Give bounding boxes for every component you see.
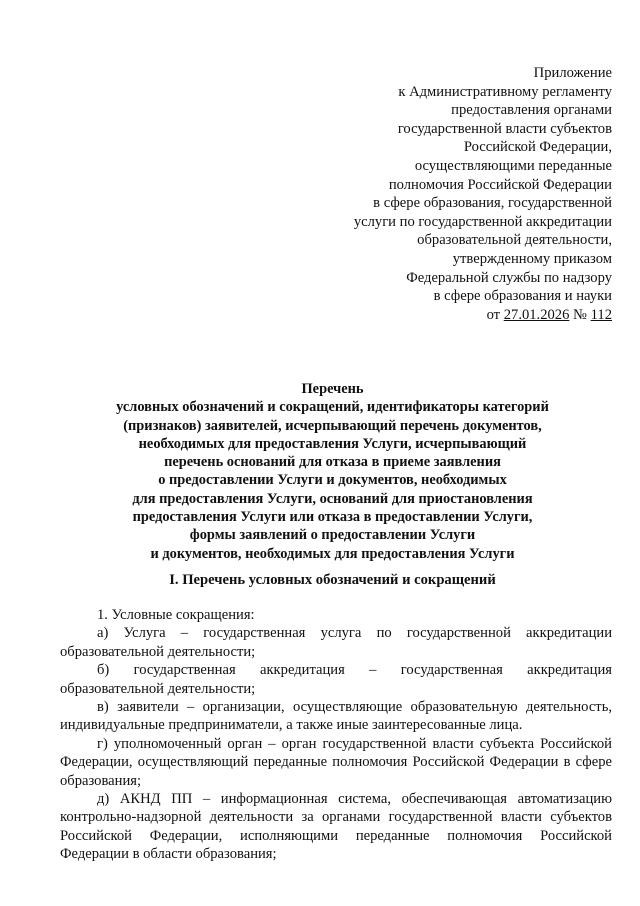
order-number-label: № xyxy=(573,306,587,323)
annex-line: государственной власти субъектов xyxy=(397,120,612,137)
abbreviation-item: г) уполномоченный орган – орган государственной власти субъекта Российской Федерации, осуществляющий переданные полномочия Российской Федерации в сфере образования; xyxy=(60,735,612,789)
order-reference xyxy=(292,306,612,325)
section-body xyxy=(60,606,612,864)
annex-line: утвержденному приказом xyxy=(452,250,612,267)
annex-line: в сфере образования и науки xyxy=(433,288,612,305)
annex-line: в сфере образования, государственной xyxy=(373,195,612,212)
annex-line: услуги по государственной аккредитации xyxy=(353,213,612,230)
abbreviation-item: в) заявители – организации, осуществляющие образовательную деятельность, индивидуальные предприниматели, а также иные заинтересованные лица. xyxy=(60,699,612,734)
annex-line: образовательной деятельности, xyxy=(417,232,612,249)
order-date: 27.01.2026 xyxy=(503,306,570,323)
title-line: о предоставлении Услуги и документов, необходимых xyxy=(158,472,507,489)
annex-line: Федеральной службы по надзору xyxy=(406,269,612,286)
annex-line: к Административному регламенту xyxy=(398,83,612,100)
abbreviations-intro: 1. Условные сокращения: xyxy=(97,607,255,623)
title-line: необходимых для предоставления Услуги, исчерпывающий xyxy=(138,435,527,452)
title-line: (признаков) заявителей, исчерпывающий перечень документов, xyxy=(123,417,542,434)
annex-line: Российской Федерации, xyxy=(463,139,612,156)
abbreviation-item: д) АКНД ПП – информационная система, обеспечивающая автоматизацию контрольно-надзорной деятельности за органами государственной власти субъектов Российской Федерации, исполняющими переданные полномочия Российской Федерации в области образования; xyxy=(60,791,612,863)
annex-line: осуществляющими переданные xyxy=(414,157,612,174)
annex-line: полномочия Российской Федерации xyxy=(388,176,612,193)
title-line: перечень оснований для отказа в приеме заявления xyxy=(164,454,501,471)
title-line: и документов, необходимых для предоставления Услуги xyxy=(150,545,515,562)
abbreviation-item: а) Услуга – государственная услуга по государственной аккредитации образовательной деятельности; xyxy=(60,625,612,660)
order-from-label: от xyxy=(486,306,501,323)
abbreviation-item: б) государственная аккредитация – государственная аккредитация образовательной деятельности; xyxy=(60,662,612,697)
annex-line: предоставления органами xyxy=(451,102,612,119)
annex-header xyxy=(292,64,612,324)
title-line: для предоставления Услуги, оснований для приостановления xyxy=(132,490,533,507)
document-title xyxy=(60,380,605,563)
title-line: формы заявлений о предоставлении Услуги xyxy=(189,527,476,544)
title-line: Перечень xyxy=(301,381,364,397)
annex-line: Приложение xyxy=(533,65,612,81)
title-line: предоставления Услуги или отказа в предоставлении Услуги, xyxy=(132,509,533,526)
order-number: 112 xyxy=(590,306,612,323)
title-line: условных обозначений и сокращений, идентификаторы категорий xyxy=(116,399,549,416)
section-heading: I. Перечень условных обозначений и сокращений xyxy=(169,572,496,588)
